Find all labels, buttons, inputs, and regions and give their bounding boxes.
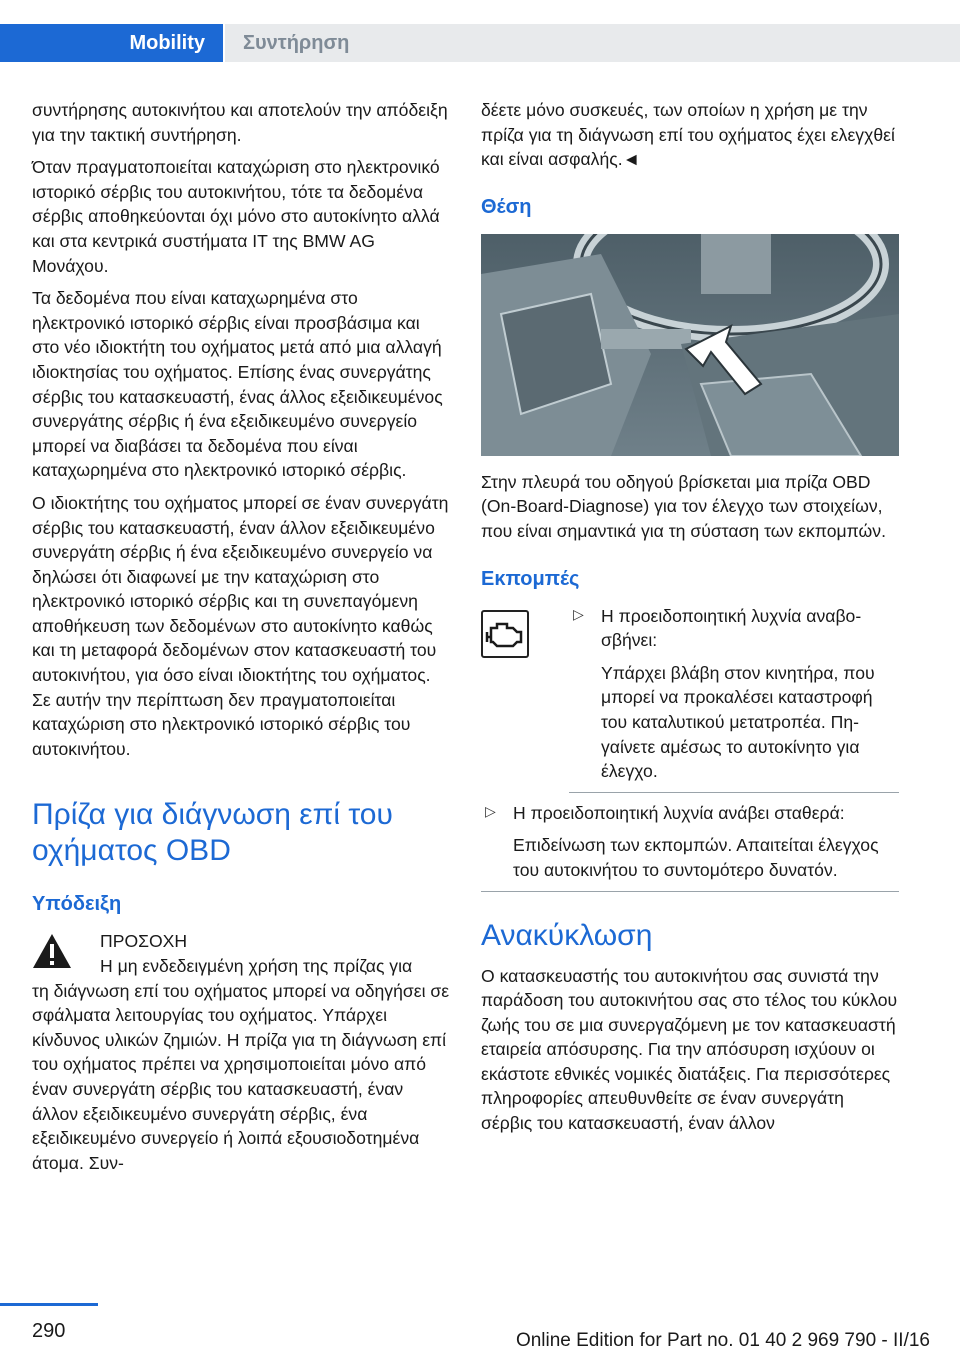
item-body: Υπάρχει βλάβη στον κινητήρα, που μπορεί να προκαλέσει καταστροφή του καταλυτικού μετατροπέα. Πηγαίνετε αμέσως το αυτοκίνητο για έλεγχο.	[601, 662, 875, 782]
obd-socket-photo	[481, 234, 899, 456]
divider	[569, 792, 899, 793]
triangle-bullet-icon: ▷	[485, 802, 496, 819]
section-heading-obd: Πρίζα για διάγνωση επί του οχήματος OBD	[32, 798, 393, 868]
caution-first-line: Η μη ενδεδειγμένη χρήση της πρίζας για	[100, 956, 413, 977]
page-header	[0, 0, 960, 62]
item-title: Η προειδοποιητική λυχνία αναβοσβήνει:	[601, 605, 862, 651]
paragraph: Ο ιδιοκτήτης του οχήματος μπορεί σε έναν συνεργάτη σέρβις του κατασκευαστή, έναν άλλον εξειδικευμένο συνεργάτη σέρβις ή ένα εξειδικευμένο συνεργείο να δηλώσει ότι διαφωνεί με την καταχώριση στο ηλεκτρονικό ιστορικό σέρβις και τη συνεπαγόμενη αποθήκευση των δεδομένων στο αυτοκίνητο καθώς και τη μεταφορά δεδομένων στον κατασκευαστή του αυτοκινήτου, για όσο είναι ιδιοκτήτης του οχήματος. Σε αυτήν την περίπτωση δεν πραγματοποιείται καταχώριση στο ηλεκτρονικό ιστορικό σέρβις του αυτοκινήτου.	[32, 492, 449, 759]
subheading-note: Υπόδειξη	[32, 893, 122, 916]
tab-maintenance-label: Συντήρηση	[243, 32, 350, 54]
check-engine-icon	[481, 610, 529, 658]
item-title: Η προειδοποιητική λυχνία ανάβει σταθερά:	[513, 802, 845, 823]
subheading-position: Θέση	[481, 195, 532, 218]
footer-accent-line	[0, 1303, 98, 1306]
subheading-emissions: Εκπομπές	[481, 567, 580, 590]
paragraph: Στην πλευρά του οδηγού βρίσκεται μια πρίζα OBD (On-Board-Diagnose) για τον έλεγχο των στοιχείων, που είναι σημαντικά για τη σύσταση των εκπομπών.	[481, 471, 886, 541]
section-heading-recycling: Ανακύκλωση	[481, 918, 653, 952]
triangle-bullet-icon: ▷	[573, 605, 584, 622]
caution-text: τη διάγνωση επί του οχήματος μπορεί να οδηγήσει σε σφάλματα λειτουργίας του οχήματος. Υπάρχει κίνδυνος υλικών ζημιών. Η πρίζα για τη διάγνωση επί του οχήματος πρέπει να χρησιμοποιείται μόνο από έναν συνεργάτη σέρβις του κατασκευαστή, έναν άλλον εξειδικευμένο συνεργάτη σέρβις, ένα εξειδικευμένο συνεργείο ή λοιπά εξουσιοδοτημένα άτομα. Συν-	[32, 980, 450, 1173]
paragraph: συντήρησης αυτοκινήτου και αποτελούν την απόδειξη για την τακτική συντήρηση.	[32, 100, 448, 145]
list-item	[569, 604, 899, 784]
warning-icon	[32, 933, 72, 969]
divider	[481, 891, 899, 892]
dashboard-illustration	[481, 234, 899, 456]
caution-box	[32, 929, 450, 1175]
paragraph: Όταν πραγματοποιείται καταχώριση στο ηλεκτρονικό ιστορικό σέρβις του αυτοκινήτου, τότε τα δεδομένα σέρβις αποθηκεύονται όχι μόνο στο αυτοκίνητο αλλά και στα κεντρικά συστήματα IT της BMW AG Μονάχου.	[32, 157, 440, 276]
tab-maintenance[interactable]	[225, 24, 960, 62]
item-body: Επιδείνωση των εκπομπών. Απαιτείται έλεγχος του αυτοκινήτου το συντομότερο δυνατόν.	[513, 835, 879, 880]
caution-title: ΠΡΟΣΟΧΗ	[100, 931, 188, 952]
paragraph: Τα δεδομένα που είναι καταχωρημένα στο ηλεκτρονικό ιστορικό σέρβις είναι προσβάσιμα και στο νέο ιδιοκτήτη του οχήματος μετά από μια αλλαγή ιδιοκτησίας του οχήματος. Επίσης ένας συνεργάτης σέρβις του κατασκευαστή, ένας άλλος εξειδικευμένος συνεργάτης σέρβις ή ένα εξειδικευμένο συνεργείο μπορεί να διαβάσει τα δεδομένα που είναι καταχωρημένα στο ηλεκτρονικό ιστορικό σέρβις.	[32, 288, 443, 481]
left-column	[32, 98, 450, 1183]
list-item	[481, 801, 899, 883]
tab-mobility-label: Mobility	[129, 32, 205, 54]
paragraph: δέετε μόνο συσκευές, των οποίων η χρήση με την πρίζα για τη διάγνωση επί του οχήματος έχει ελεγχθεί και είναι ασφαλής.◄	[481, 100, 895, 170]
page-number: 290	[32, 1320, 66, 1342]
tab-mobility[interactable]	[0, 24, 223, 62]
right-column	[481, 98, 899, 1144]
edition-note: Online Edition for Part no. 01 40 2 969 790 - II/16	[515, 1330, 930, 1351]
emissions-list	[481, 604, 899, 892]
paragraph: Ο κατασκευαστής του αυτοκινήτου σας συνιστά την παράδοση του αυτοκινήτου σας στο τέλος του κύκλου ζωής του σε μια συνεργαζόμενη με τον κατασκευαστή εταιρεία απόσυρσης. Για την απόσυρση ισχύουν οι εκάστοτε εθνικές νομικές διατάξεις. Για περισσότερες πληροφορίες απευθυνθείτε σε έναν συνεργάτη σέρβις του κατασκευαστή, έναν άλλον	[481, 965, 898, 1134]
